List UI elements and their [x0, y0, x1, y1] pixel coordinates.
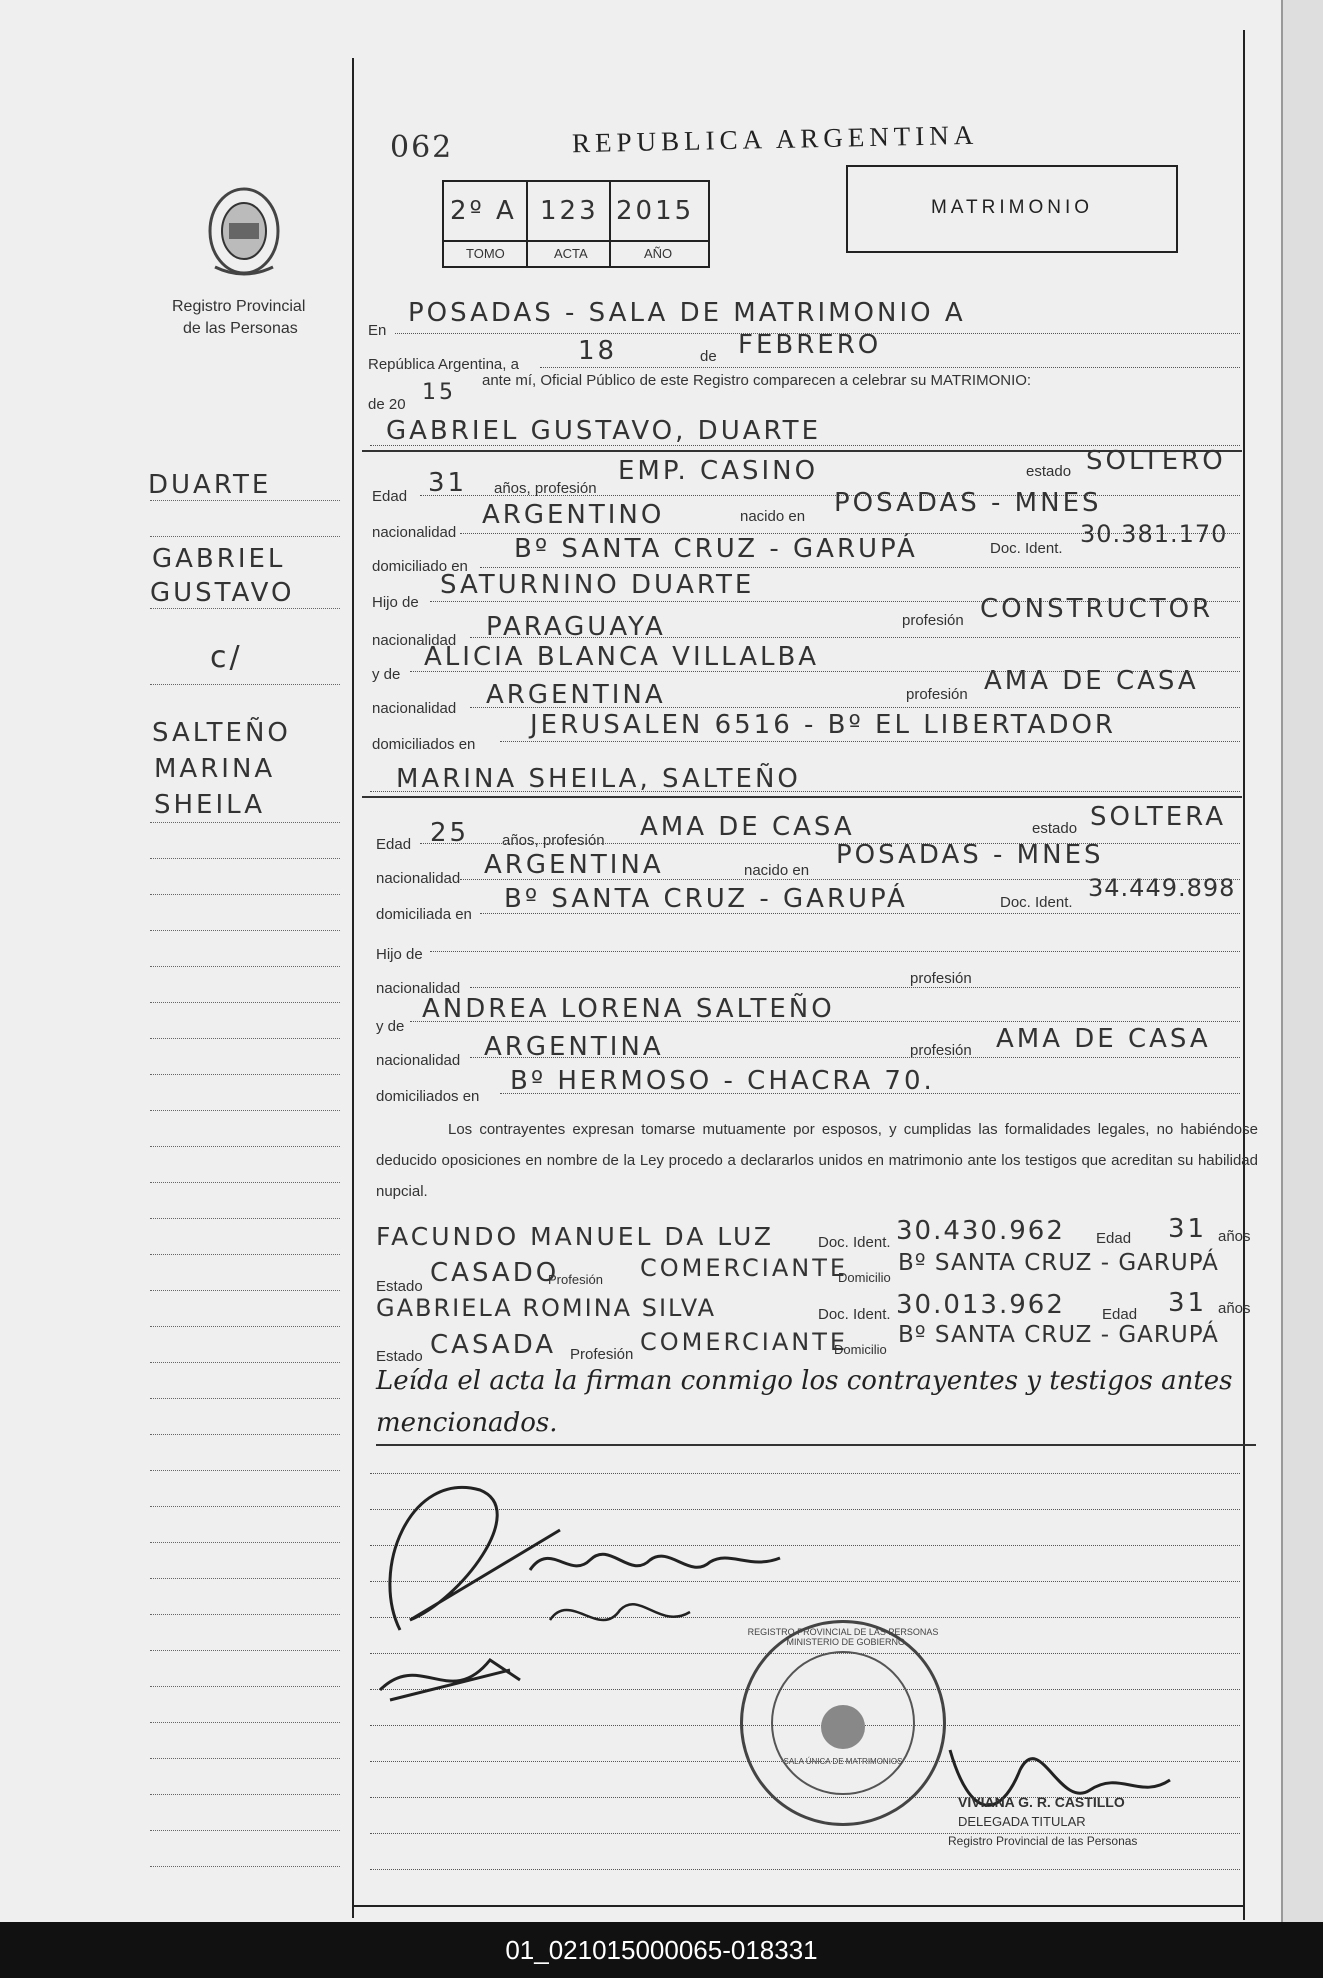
witness1-address: Bº SANTA CRUZ - GARUPÁ: [898, 1250, 1219, 1276]
groom-mother-prof: AMA DE CASA: [984, 666, 1199, 696]
record-type-box: [846, 165, 1178, 253]
marriage-statement: Los contrayentes expresan tomarse mutuamente por esposos, y cumplidas las formalidades legales, no habiéndose deducido oposiciones en nombre de la Ley procedo a declararlos unidos en matrimonio ante los testigos que acreditan su habilidad nupcial.: [376, 1121, 1258, 1200]
groom-father: SATURNINO DUARTE: [440, 570, 755, 600]
groom-father-nat: PARAGUAYA: [486, 612, 666, 642]
registry-line1: Registro Provincial: [172, 298, 306, 315]
groom-nac-label: nacionalidad: [372, 524, 457, 541]
bride-nac-label: nacionalidad: [376, 870, 461, 887]
tomo-label: TOMO: [466, 246, 505, 261]
acta-value: 123: [540, 196, 599, 226]
left-frame-line: [352, 58, 354, 1918]
bride-nacido-label: nacido en: [744, 862, 810, 879]
anio-value: 2015: [616, 196, 695, 226]
margin-given2a: MARINA: [154, 754, 276, 784]
bride-doc-label: Doc. Ident.: [1000, 894, 1073, 911]
stamp-ring-text: REGISTRO PROVINCIAL DE LAS PERSONAS · MINISTERIO DE GOBIERNO: [747, 1627, 939, 1647]
groom-edad-label: Edad: [372, 488, 408, 505]
groom-estado-label: estado: [1026, 463, 1072, 480]
bride-yde-label: y de: [376, 1018, 405, 1035]
groom-mother-prof-label: profesión: [906, 686, 968, 703]
bride-mother-prof-label: profesión: [910, 1042, 972, 1059]
witness2-age: 31: [1168, 1288, 1208, 1318]
witness1-prof-label: Profesión: [548, 1272, 603, 1287]
de-label: de: [700, 348, 717, 365]
groom-profession: EMP. CASINO: [618, 456, 819, 486]
right-frame-line: [1243, 30, 1245, 1920]
witness2-edad-label: Edad: [1102, 1306, 1138, 1323]
de20-label: de 20: [368, 396, 406, 413]
bride-age: 25: [430, 818, 470, 848]
groom-father-nac-label: nacionalidad: [372, 632, 457, 649]
witness2-address: Bº SANTA CRUZ - GARUPÁ: [898, 1322, 1219, 1348]
bride-anios-prof-label: años, profesión: [502, 832, 605, 849]
groom-nacido-label: nacido en: [740, 508, 806, 525]
witness2-estado-label: Estado: [376, 1348, 423, 1365]
bottom-frame-line: [352, 1905, 1244, 1907]
bride-name: MARINA SHEILA, SALTEÑO: [396, 764, 801, 794]
groom-address: Bº SANTA CRUZ - GARUPÁ: [514, 534, 918, 564]
bride-estado-label: estado: [1032, 820, 1078, 837]
margin-surname1: DUARTE: [148, 470, 272, 500]
page-edge: [1281, 0, 1323, 1922]
groom-nationality: ARGENTINO: [482, 500, 665, 530]
place: POSADAS - SALA DE MATRIMONIO A: [408, 298, 966, 328]
witness2-dom-label: Domicilio: [834, 1342, 887, 1357]
witness2-prof-label: Profesión: [570, 1346, 634, 1363]
bride-edad-label: Edad: [376, 836, 412, 853]
witness1-edad-label: Edad: [1096, 1230, 1132, 1247]
witness2-status: CASADA: [430, 1330, 557, 1360]
officer-title: DELEGADA TITULAR: [958, 1814, 1086, 1829]
bride-nationality: ARGENTINA: [484, 850, 664, 880]
bride-dom-label: domiciliada en: [376, 906, 472, 923]
margin-given1a: GABRIEL: [152, 544, 286, 574]
groom-yde-label: y de: [372, 666, 401, 683]
witness1-doc: 30.430.962: [896, 1216, 1065, 1246]
bride-mother: ANDREA LORENA SALTEÑO: [422, 994, 835, 1024]
margin-given1b: GUSTAVO: [150, 578, 295, 608]
bride-father-nac-label: nacionalidad: [376, 980, 461, 997]
witness1-dom-label: Domicilio: [838, 1270, 891, 1285]
record-type: MATRIMONIO: [930, 197, 1094, 218]
bride-status: SOLTERA: [1090, 802, 1226, 832]
witness2-anios-label: años: [1218, 1300, 1251, 1317]
groom-anios-prof-label: años, profesión: [494, 480, 597, 497]
groom-father-prof: CONSTRUCTOR: [980, 594, 1214, 624]
bride-doc: 34.449.898: [1088, 874, 1236, 902]
witness1-profession: COMERCIANTE: [640, 1254, 849, 1282]
groom-mother-nat: ARGENTINA: [486, 680, 666, 710]
bride-birthplace: POSADAS - MNES: [836, 840, 1104, 870]
acta-label: ACTA: [554, 246, 588, 261]
groom-parents-address: JERUSALEN 6516 - Bº EL LIBERTADOR: [530, 710, 1116, 740]
groom-doc-label: Doc. Ident.: [990, 540, 1063, 557]
official-stamp: [740, 1620, 946, 1826]
groom-hijo-label: Hijo de: [372, 594, 419, 611]
witness2-doc: 30.013.962: [896, 1290, 1065, 1320]
bride-mother-prof: AMA DE CASA: [996, 1024, 1211, 1054]
bride-mother-nat: ARGENTINA: [484, 1032, 664, 1062]
bride-father-prof-label: profesión: [910, 970, 972, 987]
margin-surname2: SALTEÑO: [152, 718, 291, 748]
day: 18: [578, 336, 618, 366]
groom-doc: 30.381.170: [1080, 520, 1228, 548]
tomo-value: 2º A: [450, 196, 517, 226]
anio-label: AÑO: [644, 246, 673, 261]
margin-given2b: SHEILA: [154, 790, 266, 820]
witness1-age: 31: [1168, 1214, 1208, 1244]
witness2-name: GABRIELA ROMINA SILVA: [376, 1294, 717, 1322]
witness2-profession: COMERCIANTE: [640, 1328, 849, 1356]
margin-sep: c/: [210, 640, 243, 675]
witness1-name: FACUNDO MANUEL DA LUZ: [376, 1222, 774, 1251]
groom-birthplace: POSADAS - MNES: [834, 488, 1102, 518]
scan-id-footer: 01_021015000065-018331: [0, 1922, 1323, 1978]
doc-number: 062: [390, 130, 454, 165]
groom-mother-nac-label: nacionalidad: [372, 700, 457, 717]
year-suffix: 15: [422, 380, 456, 405]
provincial-seal-logo: [205, 185, 283, 281]
closing-statement: Leída el acta la firman conmigo los contrayentes y testigos antes mencionados.: [376, 1360, 1256, 1446]
groom-dom-label: domiciliado en: [372, 558, 468, 575]
republica-label: República Argentina, a: [368, 356, 519, 373]
bride-address: Bº SANTA CRUZ - GARUPÁ: [504, 884, 908, 914]
witness2-doc-label: Doc. Ident.: [818, 1306, 891, 1323]
officer-org: Registro Provincial de las Personas: [948, 1834, 1138, 1848]
groom-age: 31: [428, 468, 468, 498]
witness1-doc-label: Doc. Ident.: [818, 1234, 891, 1251]
officer-name: VIVIANA G. R. CASTILLO: [958, 1794, 1125, 1810]
registry-line2: de las Personas: [183, 320, 298, 337]
bride-mother-nac-label: nacionalidad: [376, 1052, 461, 1069]
ante-mi-label: ante mí, Oficial Público de este Registro comparecen a celebrar su MATRIMONIO:: [482, 372, 1032, 389]
header-title: REPUBLICA ARGENTINA: [571, 119, 979, 159]
bride-doms-label: domiciliados en: [376, 1088, 480, 1105]
groom-name: GABRIEL GUSTAVO, DUARTE: [386, 416, 821, 446]
witness1-estado-label: Estado: [376, 1278, 423, 1295]
bride-parents-address: Bº HERMOSO - CHACRA 70.: [510, 1066, 935, 1096]
en-label: En: [368, 322, 387, 339]
stamp-inner-text: SALA ÚNICA DE MATRIMONIOS: [783, 1757, 903, 1766]
bride-profession: AMA DE CASA: [640, 812, 855, 842]
groom-doms-label: domiciliados en: [372, 736, 476, 753]
groom-mother: ALICIA BLANCA VILLALBA: [424, 642, 820, 672]
witness1-status: CASADO: [430, 1258, 560, 1288]
groom-father-prof-label: profesión: [902, 612, 964, 629]
month: FEBRERO: [738, 330, 882, 360]
bride-hijo-label: Hijo de: [376, 946, 423, 963]
witness1-anios-label: años: [1218, 1228, 1251, 1245]
volume-box: [442, 180, 710, 268]
groom-status: SOLTERO: [1086, 446, 1226, 476]
